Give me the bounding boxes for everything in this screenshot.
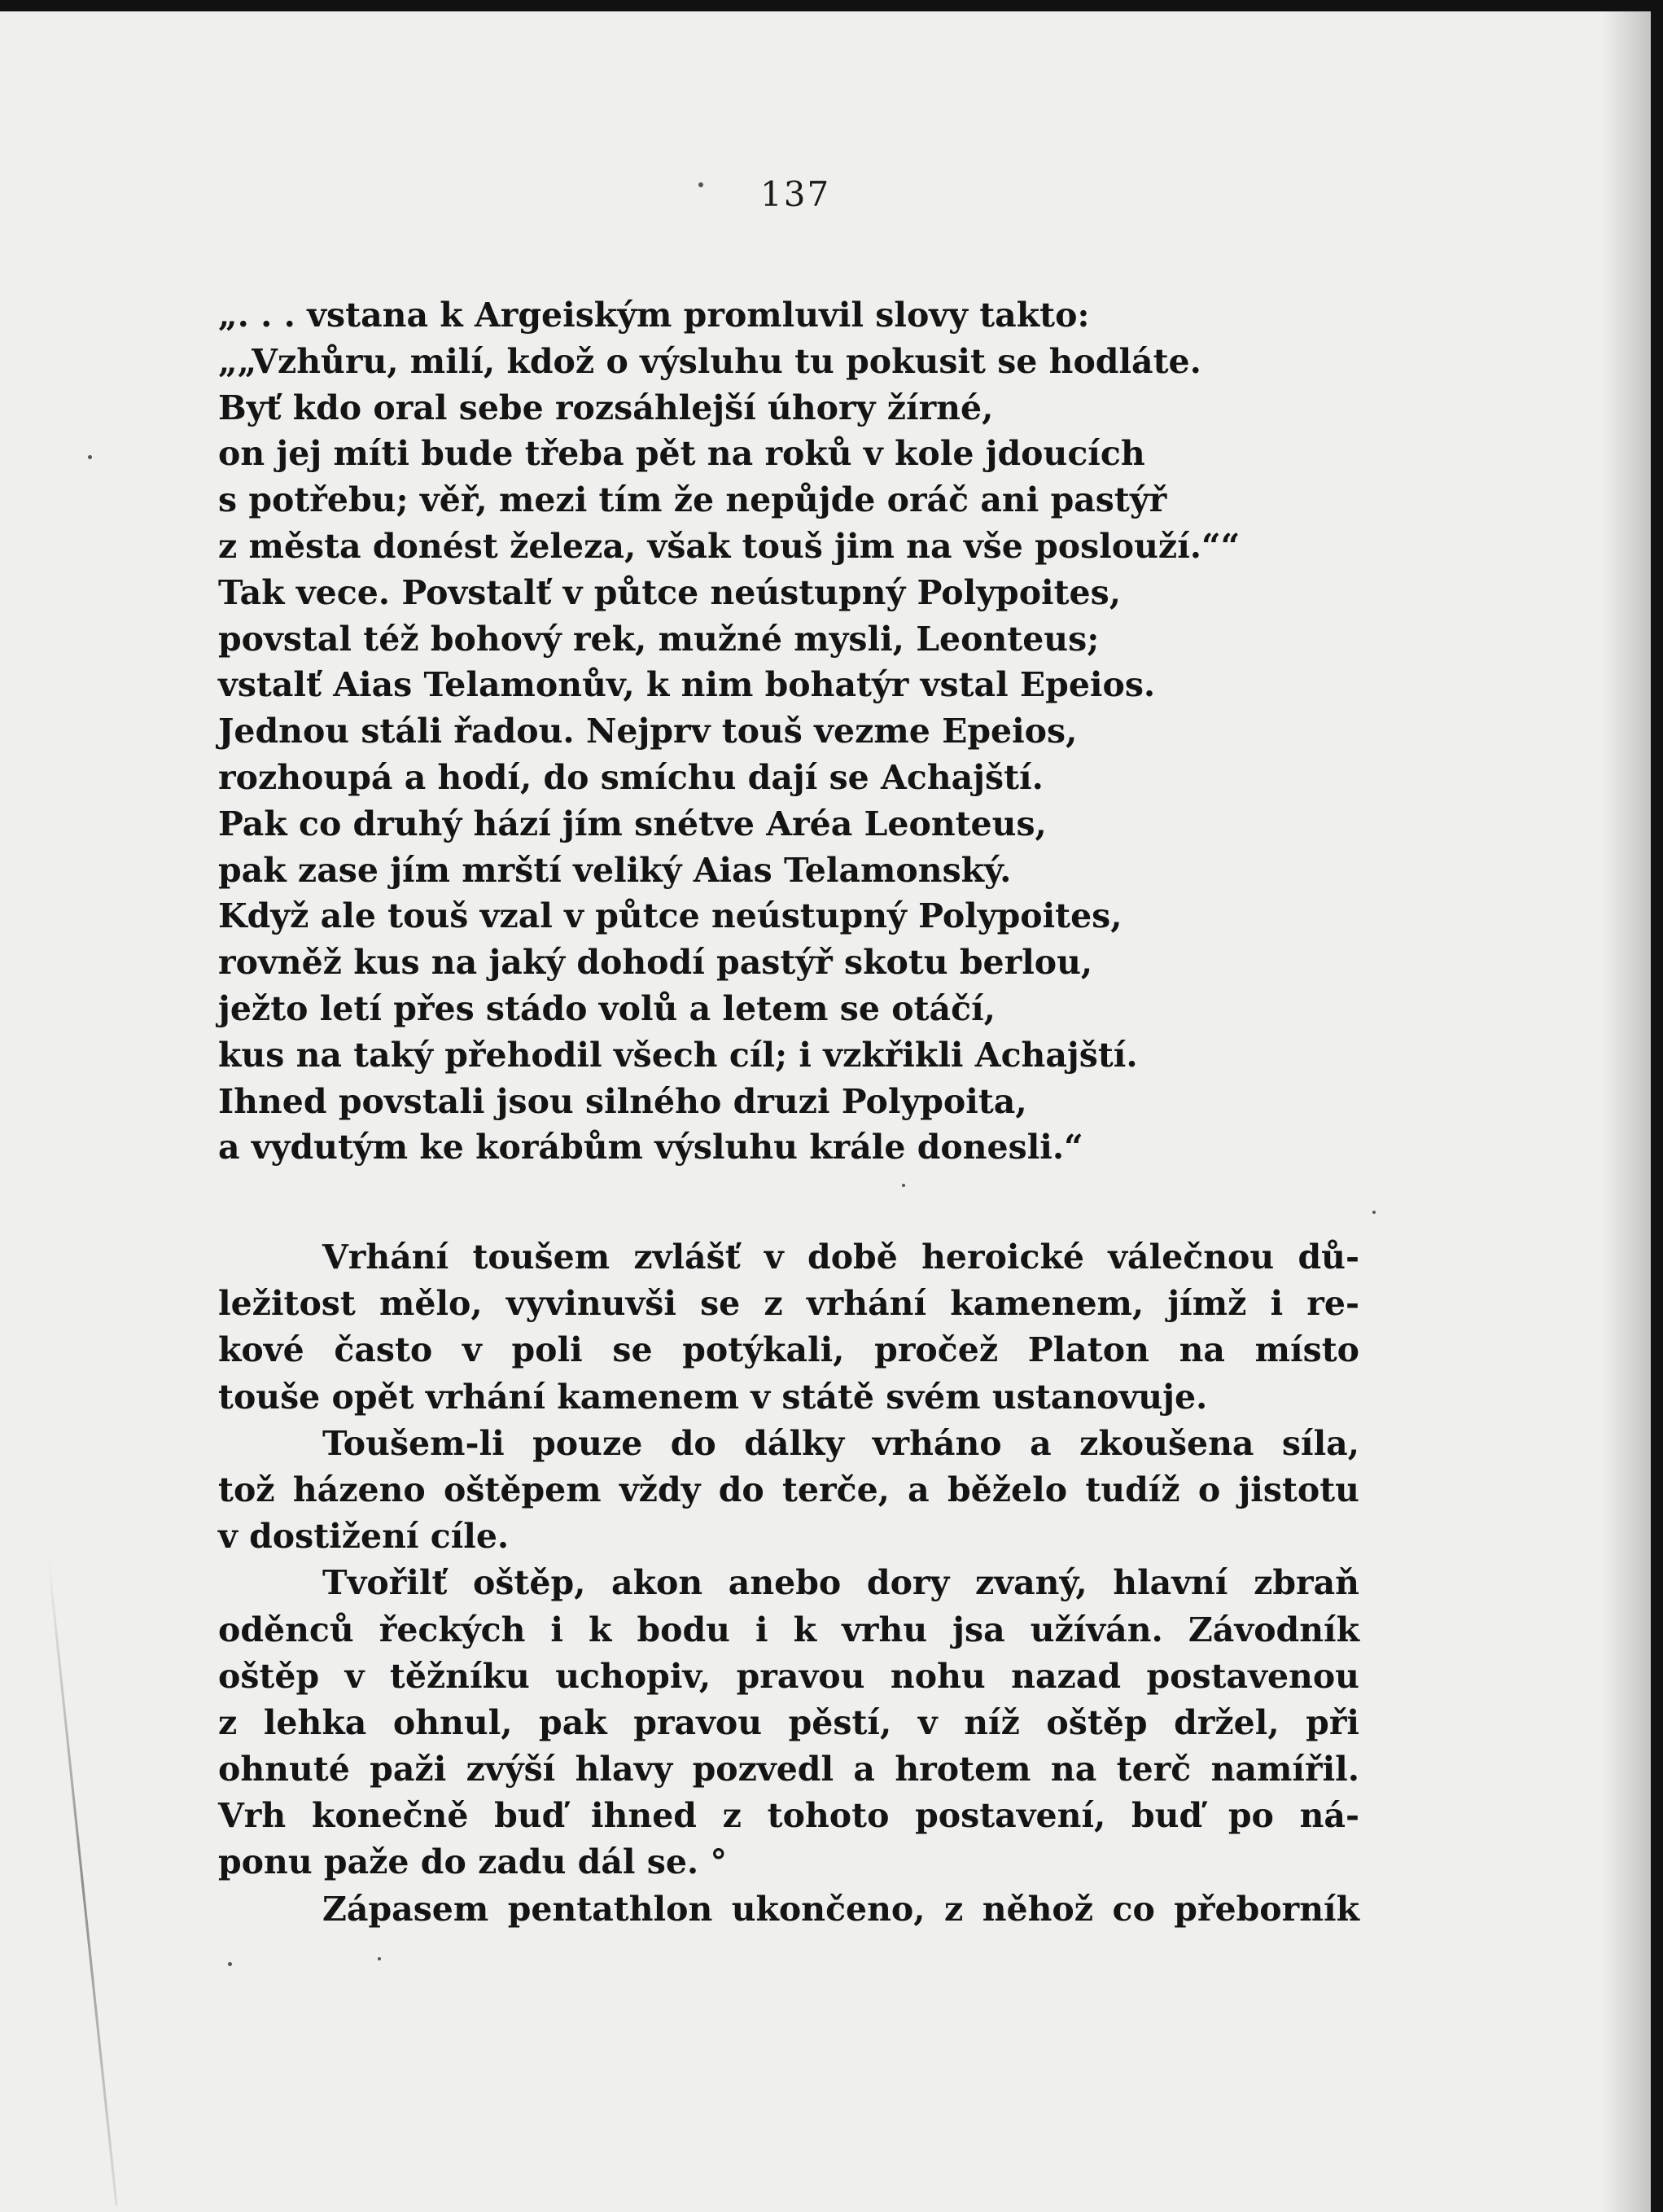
paragraph-line: oštěp v těžníku uchopiv, pravou nohu nazad postavenou xyxy=(218,1656,1359,1696)
page-fold-mark xyxy=(47,1558,118,2206)
verse-line: on jej míti bude třeba pět na roků v kole jdoucích xyxy=(218,434,1145,474)
verse-line: ježto letí přes stádo volů a letem se otáčí, xyxy=(218,988,996,1028)
paragraph-line: kové často v poli se potýkali, pročež Platon na místo xyxy=(218,1330,1359,1370)
verse-line: pak zase jím mrští veliký Aias Telamonský. xyxy=(218,850,1012,890)
paper-speck xyxy=(902,1184,905,1187)
verse-line: povstal též bohový rek, mužné mysli, Leonteus; xyxy=(218,619,1100,659)
paper-speck xyxy=(1372,1211,1376,1214)
verse-line: rozhoupá a hodí, do smíchu dají se Achajští. xyxy=(218,757,1044,797)
verse-line: vstalť Aias Telamonův, k nim bohatýr vstal Epeios. xyxy=(218,665,1156,705)
verse-line: Jednou stáli řadou. Nejprv touš vezme Epeios, xyxy=(218,712,1078,751)
paragraph-line: tož házeno oštěpem vždy do terče, a běželo tudíž o jistotu xyxy=(218,1470,1359,1509)
verse-line: Ihned povstali jsou silného druzi Polypoita, xyxy=(218,1081,1027,1121)
verse-line: Pak co druhý hází jím snétve Aréa Leonteus, xyxy=(218,804,1047,843)
paragraph-line: Vrh konečně buď ihned z tohoto postavení, buď po ná- xyxy=(218,1796,1359,1836)
page-number: 137 xyxy=(760,174,831,214)
paper-speck xyxy=(378,1957,381,1960)
paragraph-line: oděnců řeckých i k bodu i k vrhu jsa užíván. Závodník xyxy=(218,1610,1359,1649)
paragraph-line: Toušem-li pouze do dálky vrháno a zkoušena síla, xyxy=(322,1423,1359,1463)
verse-line: a vydutým ke korábům výsluhu krále donesli.“ xyxy=(218,1128,1083,1167)
paragraph-line: ohnuté paži zvýší hlavy pozvedl a hrotem na terč namířil. xyxy=(218,1750,1359,1789)
paragraph-line: Zápasem pentathlon ukončeno, z něhož co přeborník xyxy=(322,1889,1359,1929)
verse-line: Když ale touš vzal v půtce neústupný Polypoites, xyxy=(218,896,1123,936)
paragraph-line: ležitost mělo, vyvinuvši se z vrhání kamenem, jímž i re- xyxy=(218,1284,1359,1324)
page-edge-shadow xyxy=(1602,11,1651,2212)
paragraph-line: Vrhání toušem zvlášť v době heroické válečnou dů- xyxy=(322,1237,1359,1277)
verse-line: „. . . vstana k Argeiským promluvil slovy takto: xyxy=(218,296,1090,335)
paragraph-line: ponu paže do zadu dál se. ° xyxy=(218,1842,727,1882)
paragraph-line: touše opět vrhání kamenem v státě svém ustanovuje. xyxy=(218,1377,1208,1417)
verse-line: kus na taký přehodil všech cíl; i vzkřikli Achajští. xyxy=(218,1035,1138,1075)
paper-speck xyxy=(698,182,703,187)
paragraph-line: z lehka ohnul, pak pravou pěstí, v níž oštěp držel, při xyxy=(218,1702,1359,1742)
paper-speck xyxy=(88,455,92,459)
verse-line: Tak vece. Povstalť v půtce neústupný Polypoites, xyxy=(218,572,1122,612)
paper-speck xyxy=(228,1962,232,1966)
book-page xyxy=(0,11,1651,2212)
body-text xyxy=(218,1234,1359,1933)
paragraph-line: Tvořilť oštěp, akon anebo dory zvaný, hlavní zbraň xyxy=(322,1563,1359,1603)
paragraph-line: v dostižení cíle. xyxy=(218,1517,510,1557)
verse-line: s potřebu; věř, mezi tím že nepůjde oráč ani pastýř xyxy=(218,480,1167,520)
verse-quotation xyxy=(218,292,1382,1171)
verse-line: „„Vzhůru, milí, kdož o výsluhu tu pokusit se hodláte. xyxy=(218,341,1201,381)
verse-line: rovněž kus na jaký dohodí pastýř skotu berlou, xyxy=(218,943,1093,983)
verse-line: z města donést železa, však touš jim na vše poslouží.““ xyxy=(218,526,1241,566)
verse-line: Byť kdo oral sebe rozsáhlejší úhory žírné, xyxy=(218,388,994,427)
